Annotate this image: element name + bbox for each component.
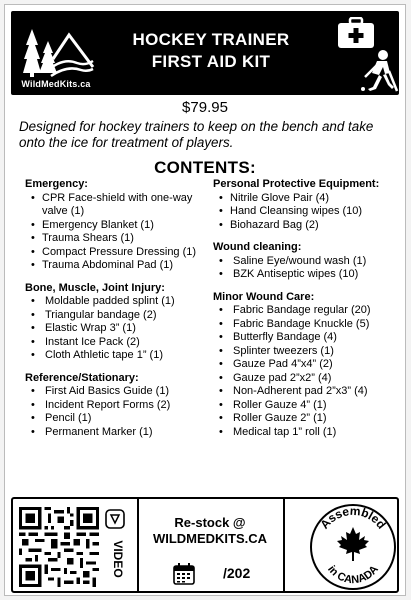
section-wound-cleaning	[213, 241, 403, 282]
contents-left-column	[25, 178, 215, 448]
list-item: • Biohazard Bag (2)	[213, 219, 403, 233]
wildmedkits-logo	[17, 15, 93, 91]
list-item: • First Aid Basics Guide (1)	[25, 385, 215, 399]
contents-title: CONTENTS:	[154, 158, 256, 177]
mountain-trees-icon	[17, 15, 95, 79]
restock-code: /202	[223, 565, 251, 581]
list-item: • Instant Ice Pack (2)	[25, 336, 215, 350]
restock-line-2[interactable]: WILDMEDKITS.CA	[152, 531, 268, 546]
list-item: • Pencil (1)	[25, 412, 215, 426]
section-ppe	[213, 178, 403, 232]
description: Designed for hockey trainers to keep on the bench and take onto the ice for treatment of players.	[19, 119, 374, 150]
video-link[interactable]	[101, 503, 135, 587]
video-label: VIDEO	[111, 540, 125, 578]
kit-card	[4, 4, 406, 596]
list-item: • Permanent Marker (1)	[25, 426, 215, 440]
section-emergency	[25, 178, 215, 273]
logo-text: WildMedKits.ca	[21, 79, 91, 89]
first-aid-kit-icon	[337, 17, 375, 49]
page-title	[111, 29, 311, 73]
list-item: • Elastic Wrap 3” (1)	[25, 322, 215, 336]
section-heading: Minor Wound Care:	[213, 290, 315, 303]
restock-text	[139, 515, 281, 547]
list-item: • Saline Eye/wound wash (1)	[213, 255, 403, 269]
list-item: • Medical tap 1” roll (1)	[213, 426, 403, 440]
title-line-2: FIRST AID KIT	[151, 52, 271, 71]
list-item: • Incident Report Forms (2)	[25, 399, 215, 413]
header-banner	[11, 11, 399, 95]
section-heading: Wound cleaning:	[213, 241, 302, 253]
list-item: • Non-Adherent pad 2”x3” (4)	[213, 385, 403, 399]
list-item: • Moldable padded splint (1)	[25, 295, 215, 309]
list-item: • Gauze Pad 4”x4” (2)	[213, 358, 403, 372]
badge-top-text: Assembled	[317, 503, 389, 532]
price: $79.95	[182, 99, 228, 116]
list-item: • Fabric Bandage regular (20)	[213, 304, 403, 318]
section-reference-stationary	[25, 372, 215, 440]
section-heading: Emergency:	[25, 178, 88, 190]
hockey-player-icon	[359, 49, 399, 93]
list-item: • BZK Antiseptic wipes (10)	[213, 268, 403, 282]
list-item: • Gauze pad 2”x2” (4)	[213, 372, 403, 386]
section-minor-wound-care	[213, 291, 403, 440]
list-item: • Trauma Shears (1)	[25, 232, 215, 246]
section-heading: Reference/Stationary:	[25, 371, 139, 384]
list-item: • Compact Pressure Dressing (1)	[25, 246, 215, 260]
contents-right-column	[213, 178, 403, 448]
calendar-icon	[173, 563, 195, 585]
list-item: • Fabric Bandage Knuckle (5)	[213, 318, 403, 332]
list-item: • Roller Gauze 4” (1)	[213, 399, 403, 413]
badge-bottom-text: in CANADA	[325, 563, 381, 587]
section-heading: Personal Protective Equipment:	[213, 178, 380, 190]
list-item: • Trauma Abdominal Pad (1)	[25, 259, 215, 273]
footer-panel	[11, 497, 399, 593]
play-icon	[105, 509, 125, 529]
list-item: • Hand Cleansing wipes (10)	[213, 205, 403, 219]
list-item: • CPR Face-shield with one-way valve (1)	[25, 192, 215, 219]
section-bone-muscle-joint	[25, 282, 215, 363]
assembled-in-canada-badge	[309, 503, 397, 591]
qr-code[interactable]	[19, 507, 99, 587]
section-heading: Bone, Muscle, Joint Injury:	[25, 281, 165, 294]
list-item: • Emergency Blanket (1)	[25, 219, 215, 233]
list-item: • Triangular bandage (2)	[25, 309, 215, 323]
list-item: • Butterfly Bandage (4)	[213, 331, 403, 345]
list-item: • Splinter tweezers (1)	[213, 345, 403, 359]
restock-line-1: Re-stock @	[174, 515, 246, 530]
footer-divider	[283, 499, 285, 591]
list-item: • Roller Gauze 2” (1)	[213, 412, 403, 426]
list-item: • Nitrile Glove Pair (4)	[213, 192, 403, 206]
title-line-1: HOCKEY TRAINER	[132, 30, 290, 49]
list-item: • Cloth Athletic tape 1” (1)	[25, 349, 215, 363]
